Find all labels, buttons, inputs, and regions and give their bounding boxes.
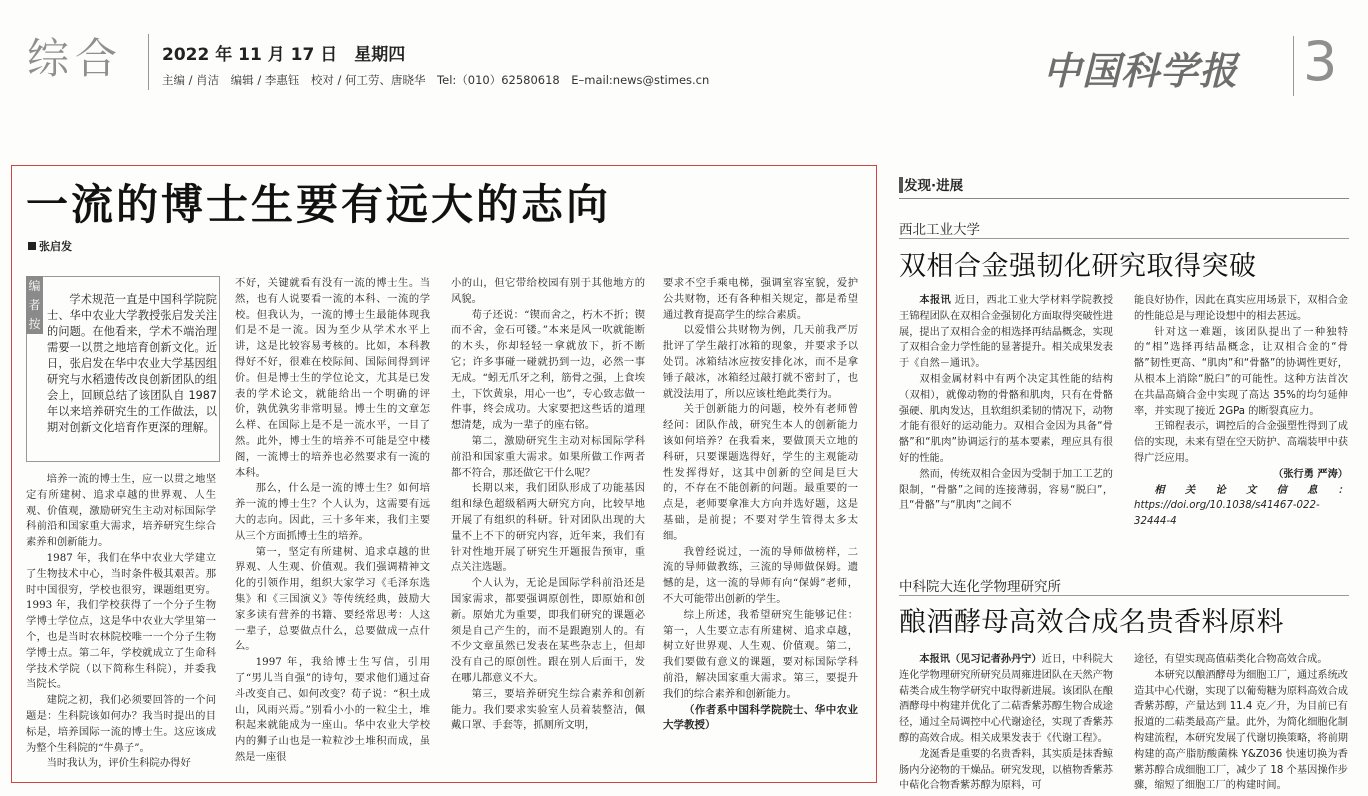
- paragraph: 个人认为，无论是国际学科前沿还是国家需求，都要强调原创性，即原始和创新。原始尤为重要，即我们研究的课题必须是自己产生的，而不是跟跑别人的。有不少文章虽然已发表在某些杂志上，但却没有自己的原创性。跟在别人后面干，发在哪儿都意义不大。: [451, 577, 645, 684]
- article-byline: [28, 238, 72, 254]
- paragraph: 我曾经说过，一流的导师做榜样，二流的导师做教练，三流的导师做保姆。遗憾的是，这一流的导师有向“保姆”老师，不大可能带出创新的学生。: [663, 545, 858, 605]
- paragraph: 以爱惜公共财物为例，几天前我严厉批评了学生敲打冰箱的现象，并要求予以处罚。冰箱结冰应按安排化冰，而不是拿锤子敲冰，冰箱经过敲打就不密封了，也就没法用了，所以应该杜绝此类行为。: [663, 324, 858, 400]
- paragraph: 第三，要培养研究生综合素养和创新能力。我们要求实验室人员着装整洁，佩戴口罩、手套等，抓厕所文明，: [451, 687, 645, 732]
- page-number: 3: [1303, 30, 1338, 93]
- editor-credits: 主编 / 肖洁 编辑 / 李惠钰 校对 / 何工劳、唐晓华 Tel:（010）62580618 E–mail:news@stimes.cn: [162, 73, 710, 87]
- story1-column-1: [899, 293, 1113, 514]
- paragraph: 第二，激励研究生主动对标国际学科前沿和国家重大需求。如果所做工作两者都不符合，那还做它干什么呢？: [451, 434, 645, 479]
- paragraph: 小的山，但它带给校园有别于其他地方的风貌。: [451, 277, 645, 305]
- paragraph: 针对这一难题，该团队提出了一种独特的“相”选择再结晶概念，让双相合金的“骨骼”韧性更高、“肌肉”和“骨骼”的协调性更好，从根本上消除“脱臼”的可能性。这种方法首次在共晶高熵合金中实现了高达 35%的均匀延伸率，并实现了接近 2GPa 的断裂真应力。: [1134, 326, 1348, 417]
- article-column-4: [663, 276, 858, 734]
- paragraph: 长期以来，我们团队形成了功能基因组和绿色超级稻两大研究方向，比较早地开展了有组织的科研。针对团队出现的大量不上不下的研究内容，近年来，我们有针对性地开展了研究生开题报告预审，重点关注选题。: [451, 482, 645, 574]
- paragraph: 本报讯 近日，西北工业大学材料学院教授王锦程团队在双相合金强韧化方面取得突破性进展，提出了双相合金的相选择再结晶概念，实现了双相合金力学性能的显著提升。相关成果发表于《自然－通讯》。: [899, 295, 1114, 370]
- author-signature: （作者系中国科学院院士、华中农业大学教授）: [663, 703, 858, 732]
- paragraph: 本报讯（见习记者孙丹宁）近日，中科院大连化学物理研究所研究员周雍进团队在天然产物萜类合成生物学研究中取得新进展。该团队在酿酒酵母中构建并优化了二萜香紫苏醇生物合成途径，通过全局调控中心代谢途径，实现了香紫苏醇的高效合成。相关成果发表于《代谢工程》。: [899, 654, 1113, 744]
- story1-headline: 双相合金强韧化研究取得突破: [899, 251, 1257, 282]
- story2-kicker: 中科院大连化学物理研究所: [899, 579, 1061, 595]
- paragraph: 1987 年，我们在华中农业大学建立了生物技术中心，当时条件极其艰苦。那时中国很穷，学校也很穷，课题组更穷。1993 年，我们学校获得了一个分子生物学博士学位点，这是华中农业大学里第一个，也是当时农林院校唯一一个分子生物学博士点。第二年，学校就成立了生命科学技术学院（以下简称生科院），并委我当院长。: [26, 551, 216, 691]
- paragraph: 要求不空手乘电梯，强调室容室貌，爱护公共财物，还有各种相关规定，都是希望通过教育提高学生的综合素质。: [663, 277, 858, 321]
- article-column-3: [451, 276, 645, 734]
- paragraph: 龙涎香是重要的名贵香料，其实质是抹香鲸肠内分泌物的干燥品。研究发现，以植物香紫苏中萜化合物香紫苏醇为原料，可: [899, 748, 1113, 792]
- paragraph: 途径，有望实现高值萜类化合物高效合成。: [1134, 654, 1328, 665]
- byline-author: 张启发: [39, 240, 72, 253]
- paragraph: 关于创新能力的问题，校外有老师曾经问：团队作战，研究生本人的创新能力该如何培养？在我看来，要做顶天立地的科研，只要课题选得好，学生的主观能动性发挥得好，这其中创新的空间是巨大的，不存在不能创新的问题。最重要的一点是，老师要拿准大方向并选好题，这是基础，是前提；不要对学生管得太多太细。: [663, 403, 858, 542]
- story1-reference: 相关论文信息：https://doi.org/10.1038/s41467-022-32444-4: [1134, 484, 1348, 528]
- paragraph: 本研究以酿酒酵母为细胞工厂，通过系统改造其中心代谢，实现了以葡萄糖为原料高效合成香紫苏醇，产量达到 11.4 克／升，为目前已有报道的二萜类最高产量。此外，为简化细胞化制构建流程，本研究发展了代谢切换策略，将前期构建的高产脂肪酸菌株 Y&Z036 快速切换为香紫苏醇合成细胞工厂，减少了 18 个基因操作步骤，缩短了细胞工厂的构建时间。: [1134, 669, 1348, 792]
- paragraph: 建院之初，我们必须要回答的一个问题是：生科院该如何办？我当时提出的目标是，培养国际一流的博士生。这应该成为整个生科院的“牛鼻子”。: [26, 694, 216, 754]
- paragraph: 能良好协作，因此在真实应用场景下，双相合金的性能总是与理论设想中的相去甚远。: [1134, 295, 1348, 322]
- editor-note-text: 学术规范一直是中国科学院院士、华中农业大学教授张启发关注的问题。在他看来，学术不端治理需要一以贯之地培育创新文化。近日，张启发在华中农业大学基因组研究与水稻遗传改良创新团队的组会上，回顾总结了该团队自 1987 年以来培养研究生的工作做法，以期对创新文化培育作更深的理解。: [47, 293, 217, 434]
- sidebar-section-title: 发现·进展: [899, 174, 963, 194]
- story2-column-2: [1134, 652, 1348, 796]
- story1-column-2: [1134, 293, 1348, 530]
- article-headline: 一流的博士生要有远大的志向: [26, 180, 612, 229]
- paragraph: 1997 年，我给博士生写信，引用了“男儿当自强”的诗句，要求他们通过奋斗改变自己、如何改变？荀子说：“积土成山，风雨兴焉。”别看小小的一粒尘土，堆积起来就能成为一座山。华中农业大学校内的狮子山也是一粒粒沙土堆积而成，虽然是一座很: [235, 656, 430, 763]
- story2-headline: 酿酒酵母高效合成名贵香料原料: [899, 607, 1284, 638]
- masthead-divider-right: [1293, 36, 1294, 96]
- story2-kicker-rule: [899, 595, 1349, 596]
- paragraph: 综上所述，我希望研究生能够记住：第一，人生要立志有所建树、追求卓越，树立好世界观、人生观、价值观。第二，我们要做有意义的课题，要对标国际学科前沿，解决国家重大需求。第三，要提升我们的综合素养和创新能力。: [663, 608, 858, 700]
- section-name: 综合: [27, 34, 124, 83]
- editor-note-tag: 编者按: [26, 276, 43, 334]
- section-bar-icon: [899, 177, 903, 193]
- paragraph: 不好，关键就看有没有一流的博士生。当然，也有人说要看一流的本科、一流的学校。但我认为，一流的博士生最能体现我们是不是一流。因为至少从学术水平上讲，这是比较容易考核的。比如，本科教得好不好，很难在校际间、国际间得到评价。但是博士生的学位论文，尤其是已发表的学术论文，就能给出一个明确的评价，孰优孰劣非常明显。博士生的文章怎么样、在国际上是不是一流水平，一目了然。此外，博士生的培养不可能是空中楼阁，一流博士的培养也必然要求有一流的本科。: [235, 277, 430, 479]
- paragraph: 荀子还说：“锲而舍之，朽木不折；锲而不舍，金石可镂。”本来是风一吹就能断的木头，你却轻轻一拿就放下，折不断它；许多事碰一碰就扔到一边，必然一事无成。“蚓无爪牙之利，筋骨之强，上食埃土，下饮黄泉，用心一也”，专心致志做一件事，终会成功。大家要把这些话的道理想清楚，成为一辈子的座右铭。: [451, 308, 645, 432]
- story1-credit: （张行勇 严涛）: [1273, 468, 1348, 480]
- byline-marker: [28, 242, 36, 250]
- paragraph: 那么，什么是一流的博士生？如何培养一流的博士生？个人认为，这需要有远大的志向。因此，三十多年来，我们主要从三个方面抓博士生的培养。: [235, 482, 430, 542]
- story1-kicker-rule: [899, 238, 1349, 239]
- masthead-divider: [148, 34, 149, 90]
- section-rule: [899, 198, 1349, 199]
- newspaper-logo: 中国科学报: [1043, 48, 1239, 93]
- paragraph: 第一，坚定有所建树、追求卓越的世界观、人生观、价值观。我们强调精神文化的引领作用，组织大家学习《毛泽东选集》和《三国演义》等传统经典，鼓励大家多读有营养的书籍、要经常思考：人这一辈子，总要做点什么，总要做成一点什么。: [235, 545, 430, 653]
- paragraph: 培养一流的博士生，应一以贯之地坚定有所建树、追求卓越的世界观、人生观、价值观，激励研究生主动对标国际学科前沿和国家重大需求，培养研究生综合素养和创新能力。: [26, 473, 216, 549]
- article-column-1: [26, 472, 216, 772]
- issue-date: 2022 年 11 月 17 日 星期四: [162, 45, 406, 65]
- paragraph: 然而，传统双相合金因为受制于加工工艺的限制，“骨骼”之间的连接薄弱，容易“脱臼”，且“骨骼”与“肌肉”之间不: [899, 468, 1113, 512]
- story1-kicker: 西北工业大学: [899, 222, 980, 238]
- paragraph: 王锦程表示，调控后的合金强塑性得到了成倍的实现，未来有望在空天防护、高端装甲中获得广泛应用。: [1134, 421, 1348, 464]
- paragraph: 当时我认为，评价生科院办得好: [46, 757, 191, 770]
- story2-column-1: [899, 652, 1113, 796]
- article-column-2: [235, 276, 430, 766]
- paragraph: 双相金属材料中有两个决定其性能的结构（双相），就像动物的骨骼和肌肉，只有在骨骼强硬、肌肉发达，且软组织柔韧的情况下，动物才能有很好的运动能力。双相合金因为具备“骨骼”和“肌肉”协调运行的基本要素，理应具有很好的性能。: [899, 373, 1113, 464]
